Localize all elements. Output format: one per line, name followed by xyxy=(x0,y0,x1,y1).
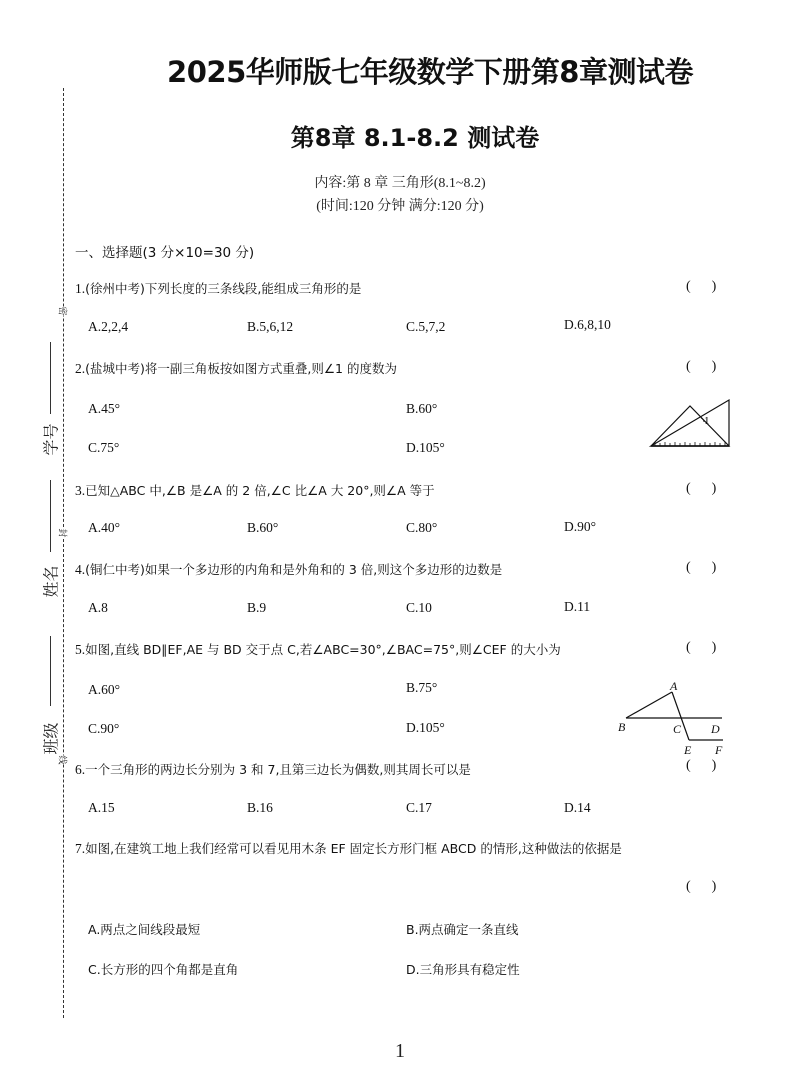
option-1c[interactable]: C.5,7,2 xyxy=(406,319,446,334)
option-7a[interactable]: A.两点之间线段最短 xyxy=(88,922,201,937)
question-stem: 如图,直线 BD∥EF,AE 与 BD 交于点 C,若∠ABC=30°,∠BAC=75°,则∠CEF 的大小为 xyxy=(85,642,561,657)
option-5b[interactable]: B.75° xyxy=(406,680,438,695)
option-3c[interactable]: C.80° xyxy=(406,520,438,535)
name-line[interactable] xyxy=(50,480,51,552)
question-2 xyxy=(75,359,397,377)
section-heading: 一、选择题(3 分×10=30 分) xyxy=(75,245,255,261)
document-title: 2025华师版七年级数学下册第8章测试卷 xyxy=(167,55,693,89)
option-3b[interactable]: B.60° xyxy=(247,520,279,535)
name-label: 姓名 xyxy=(41,565,61,598)
question-stem: 已知△ABC 中,∠B 是∠A 的 2 倍,∠C 比∠A 大 20°,则∠A 等于 xyxy=(85,483,435,498)
question-stem: 一个三角形的两边长分别为 3 和 7,且第三边长为偶数,则其周长可以是 xyxy=(85,762,471,777)
question-number: 5. xyxy=(75,642,86,657)
question-stem: (盐城中考)将一副三角板按如图方式重叠,则∠1 的度数为 xyxy=(85,361,397,376)
option-4b[interactable]: B.9 xyxy=(247,600,267,615)
point-a-label: A xyxy=(670,679,678,693)
parallel-lines-figure xyxy=(612,678,736,758)
question-number: 6. xyxy=(75,762,86,777)
answer-blank-7[interactable]: ( ) xyxy=(686,879,717,894)
point-c-label: C xyxy=(673,722,682,736)
option-1a[interactable]: A.2,2,4 xyxy=(88,319,129,334)
answer-blank-2[interactable]: ( ) xyxy=(686,359,717,374)
question-4 xyxy=(75,560,502,578)
time-and-score: (时间:120 分钟 满分:120 分) xyxy=(316,199,484,214)
option-3d[interactable]: D.90° xyxy=(564,519,597,534)
answer-blank-4[interactable]: ( ) xyxy=(686,560,717,575)
question-3 xyxy=(75,481,435,499)
student-id-line[interactable] xyxy=(50,342,51,414)
option-4d[interactable]: D.11 xyxy=(564,599,591,614)
option-4a[interactable]: A.8 xyxy=(88,600,108,615)
option-1b[interactable]: B.5,6,12 xyxy=(247,319,294,334)
option-7d[interactable]: D.三角形具有稳定性 xyxy=(406,962,520,977)
page-number: 1 xyxy=(395,1040,405,1062)
answer-blank-6[interactable]: ( ) xyxy=(686,758,717,773)
point-d-label: D xyxy=(711,722,720,736)
question-number: 2. xyxy=(75,361,86,376)
seal-char-xian: 线 xyxy=(57,755,68,765)
option-2c[interactable]: C.75° xyxy=(88,440,120,455)
option-6d[interactable]: D.14 xyxy=(564,800,591,815)
point-e-label: E xyxy=(684,743,692,757)
seal-char-mi: 密 xyxy=(57,306,68,316)
option-7c[interactable]: C.长方形的四个角都是直角 xyxy=(88,962,239,977)
seal-dashed-line xyxy=(63,88,64,1018)
question-stem: (铜仁中考)如果一个多边形的内角和是外角和的 3 倍,则这个多边形的边数是 xyxy=(85,562,503,577)
question-stem: 如图,在建筑工地上我们经常可以看见用木条 EF 固定长方形门框 ABCD 的情形,这种做法的依据是 xyxy=(85,841,622,856)
class-label: 班级 xyxy=(41,722,61,755)
point-b-label: B xyxy=(618,720,626,734)
option-6a[interactable]: A.15 xyxy=(88,800,115,815)
class-line[interactable] xyxy=(50,636,51,706)
point-f-label: F xyxy=(715,743,723,757)
option-1d[interactable]: D.6,8,10 xyxy=(564,317,611,332)
question-stem: (徐州中考)下列长度的三条线段,能组成三角形的是 xyxy=(85,281,362,296)
student-id-label: 学号 xyxy=(41,423,61,456)
option-2a[interactable]: A.45° xyxy=(88,401,121,416)
question-5 xyxy=(75,640,561,658)
question-number: 4. xyxy=(75,562,86,577)
document-subtitle: 第8章 8.1-8.2 测试卷 xyxy=(290,124,540,152)
question-7 xyxy=(75,839,622,857)
answer-blank-1[interactable]: ( ) xyxy=(686,279,717,294)
option-2d[interactable]: D.105° xyxy=(406,440,445,455)
option-5c[interactable]: C.90° xyxy=(88,721,120,736)
question-number: 3. xyxy=(75,483,86,498)
question-number: 7. xyxy=(75,841,86,856)
angle-1-label: 1 xyxy=(704,415,710,427)
question-6 xyxy=(75,760,471,778)
option-6c[interactable]: C.17 xyxy=(406,800,432,815)
answer-blank-3[interactable]: ( ) xyxy=(686,481,717,496)
option-7b[interactable]: B.两点确定一条直线 xyxy=(406,922,519,937)
option-3a[interactable]: A.40° xyxy=(88,520,121,535)
question-1 xyxy=(75,279,361,297)
triangle-rulers-figure xyxy=(648,396,732,452)
option-6b[interactable]: B.16 xyxy=(247,800,273,815)
option-2b[interactable]: B.60° xyxy=(406,401,438,416)
option-4c[interactable]: C.10 xyxy=(406,600,432,615)
option-5d[interactable]: D.105° xyxy=(406,720,445,735)
content-scope: 内容:第 8 章 三角形(8.1~8.2) xyxy=(314,176,486,191)
answer-blank-5[interactable]: ( ) xyxy=(686,640,717,655)
question-number: 1. xyxy=(75,281,86,296)
seal-char-feng: 封 xyxy=(57,528,68,538)
option-5a[interactable]: A.60° xyxy=(88,682,121,697)
